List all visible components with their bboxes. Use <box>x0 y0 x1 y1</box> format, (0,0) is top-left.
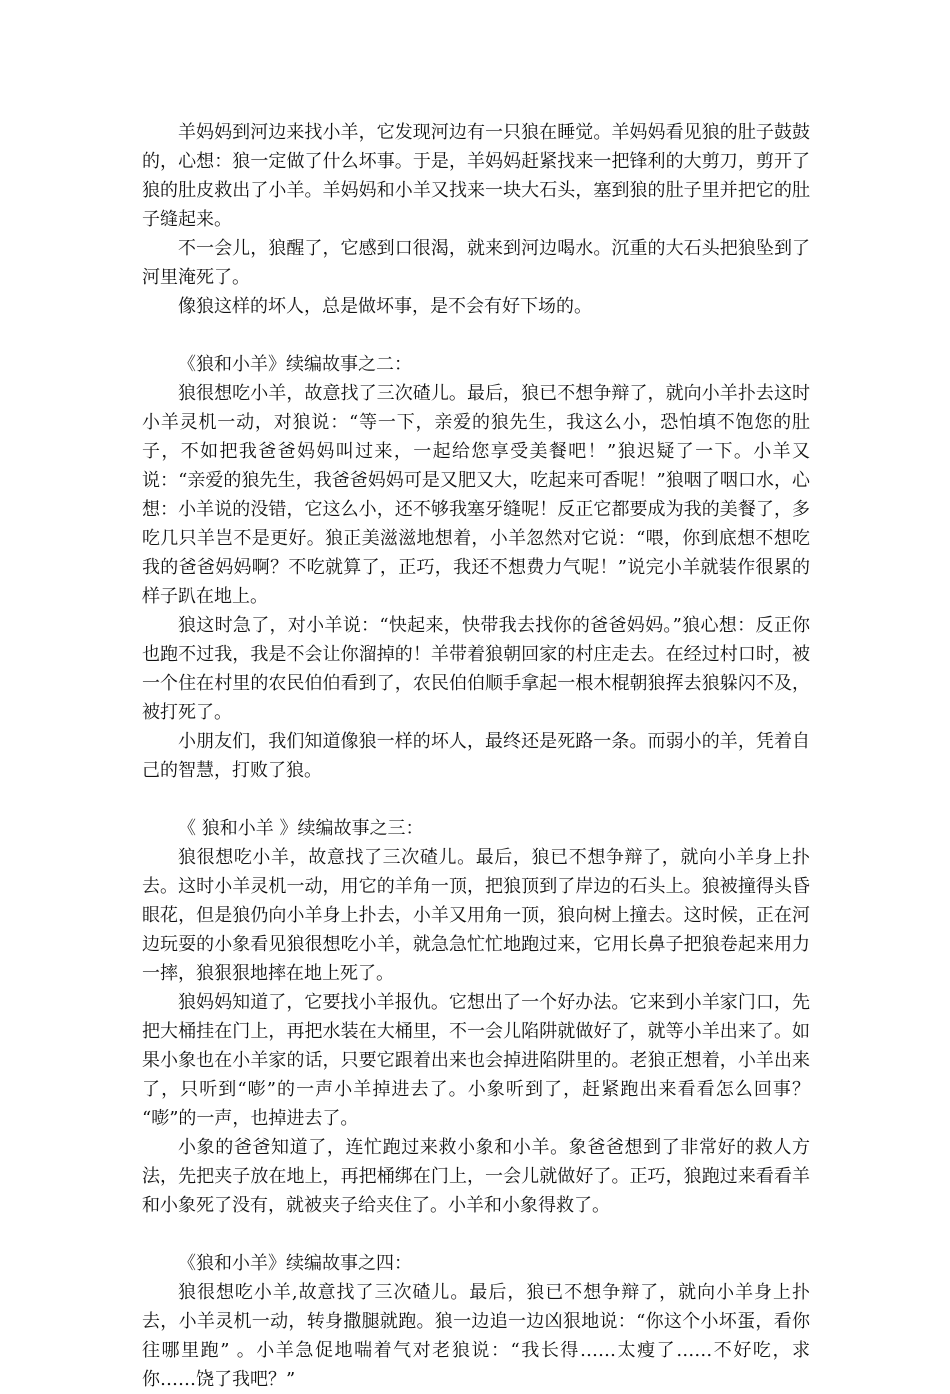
section-heading: 《 狼和小羊 》续编故事之三： <box>178 818 424 839</box>
paragraph: 小朋友们，我们知道像狼一样的坏人，最终还是死路一条。而弱小的羊，凭着自己的智慧，打败了狼。 <box>142 731 810 781</box>
paragraph: 小象的爸爸知道了，连忙跑过来救小象和小羊。象爸爸想到了非常好的救人方法，先把夹子放在地上，再把桶绑在门上，一会儿就做好了。正巧，狼跑过来看看羊和小象死了没有，就被夹子给夹住了。小羊和小象得救了。 <box>142 1137 810 1216</box>
story-section-4 <box>142 1249 810 1394</box>
story-section-2 <box>142 350 810 785</box>
paragraph: 像狼这样的坏人，总是做坏事，是不会有好下场的。 <box>178 296 592 317</box>
story-section-1 <box>142 118 810 321</box>
document-page <box>142 118 810 1394</box>
paragraph: 狼很想吃小羊，故意找了三次碴儿。最后，狼已不想争辩了，就向小羊扑去这时小羊灵机一动，对狼说：“等一下，亲爱的狼先生，我这么小，恐怕填不饱您的肚子，不如把我爸爸妈妈叫过来，一起给您享受美餐吧！”狼迟疑了一下。小羊又说：“亲爱的狼先生，我爸爸妈妈可是又肥又大，吃起来可香呢！”狼咽了咽口水，心想：小羊说的没错，它这么小，还不够我塞牙缝呢！反正它都要成为我的美餐了，多吃几只羊岂不是更好。狼正美滋滋地想着，小羊忽然对它说：“喂，你到底想不想吃我的爸爸妈妈啊？不吃就算了，正巧，我还不想费力气呢！”说完小羊就装作很累的样子趴在地上。 <box>142 383 810 607</box>
paragraph: 狼很想吃小羊，故意找了三次碴儿。最后，狼已不想争辩了，就向小羊身上扑去。这时小羊灵机一动，用它的羊角一顶，把狼顶到了岸边的石头上。狼被撞得头昏眼花，但是狼仍向小羊身上扑去，小羊又用角一顶，狼向树上撞去。这时候，正在河边玩耍的小象看见狼很想吃小羊，就急急忙忙地跑过来，它用长鼻子把狼卷起来用力一摔，狼狠狠地摔在地上死了。 <box>142 847 810 984</box>
paragraph: 羊妈妈到河边来找小羊，它发现河边有一只狼在睡觉。羊妈妈看见狼的肚子鼓鼓的，心想：狼一定做了什么坏事。于是，羊妈妈赶紧找来一把锋利的大剪刀，剪开了狼的肚皮救出了小羊。羊妈妈和小羊又找来一块大石头，塞到狼的肚子里并把它的肚子缝起来。 <box>142 122 810 230</box>
paragraph: 狼这时急了，对小羊说：“快起来，快带我去找你的爸爸妈妈。”狼心想：反正你也跑不过我，我是不会让你溜掉的！羊带着狼朝回家的村庄走去。在经过村口时，被一个住在村里的农民伯伯看到了，农民伯伯顺手拿起一根木棍朝狼挥去狼躲闪不及，被打死了。 <box>142 615 810 723</box>
section-heading: 《狼和小羊》续编故事之二： <box>178 354 412 375</box>
paragraph: 狼妈妈知道了，它要找小羊报仇。它想出了一个好办法。它来到小羊家门口，先把大桶挂在门上，再把水装在大桶里，不一会儿陷阱就做好了，就等小羊出来了。如果小象也在小羊家的话，只要它跟着出来也会掉进陷阱里的。老狼正想着，小羊出来了，只听到“嘭”的一声小羊掉进去了。小象听到了，赶紧跑出来看看怎么回事？ “嘭”的一声，也掉进去了。 <box>142 992 810 1129</box>
paragraph: 不一会儿，狼醒了，它感到口很渴，就来到河边喝水。沉重的大石头把狼坠到了河里淹死了。 <box>142 238 810 288</box>
paragraph: 狼很想吃小羊,故意找了三次碴儿。最后，狼已不想争辩了，就向小羊身上扑去，小羊灵机一动，转身撒腿就跑。狼一边追一边凶狠地说：“你这个小坏蛋，看你往哪里跑” 。小羊急促地喘着气对老狼说：“我长得……太瘦了……不好吃，求你……饶了我吧？” <box>142 1282 810 1390</box>
story-section-3 <box>142 814 810 1220</box>
section-heading: 《狼和小羊》续编故事之四： <box>178 1253 412 1274</box>
